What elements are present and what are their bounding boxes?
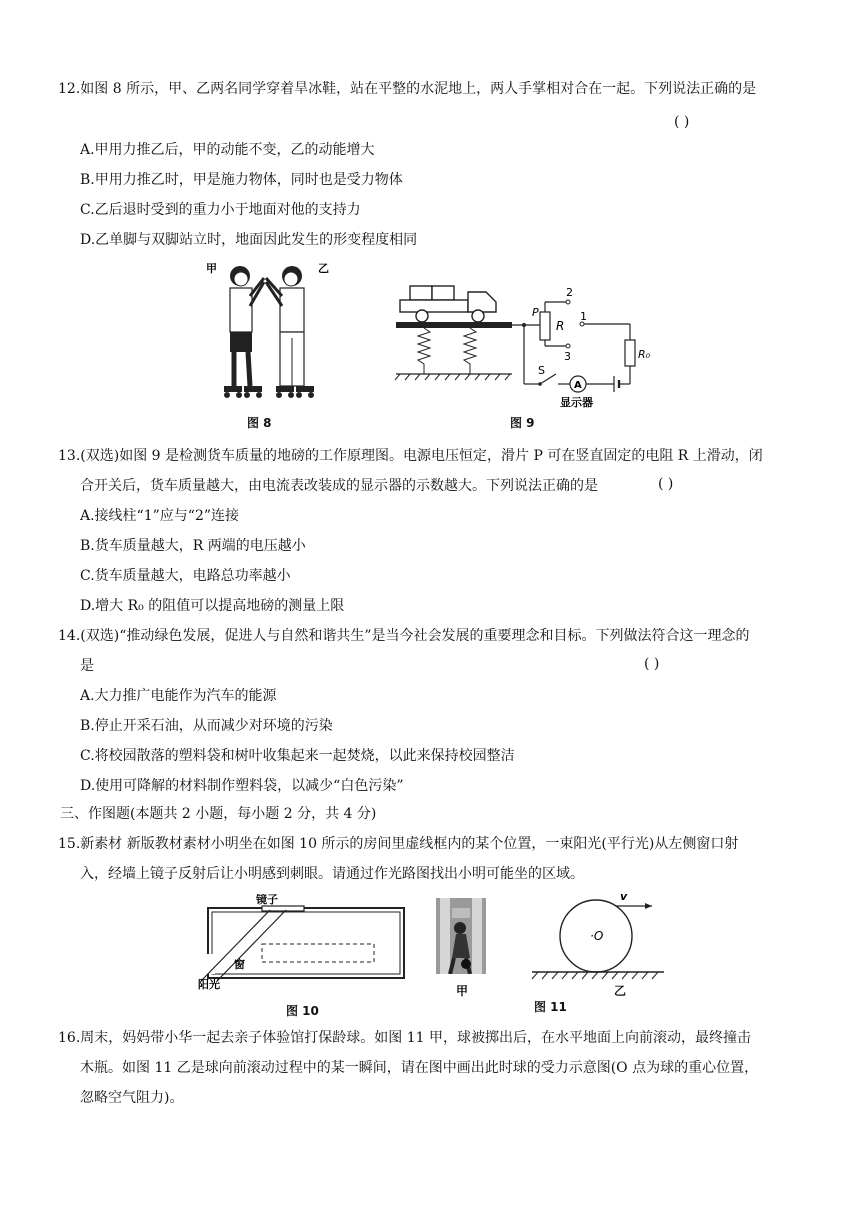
ball-diagram	[528, 886, 668, 982]
q12-option-d: D.乙单脚与双脚站立时，地面因此发生的形变程度相同	[80, 232, 418, 248]
q16-stem-line3: 忽略空气阻力)。	[80, 1090, 184, 1106]
figure-9	[392, 280, 672, 416]
q14-stem-line2: 是	[80, 658, 94, 674]
figure-8-caption: 图 8	[247, 416, 272, 430]
fig11-label-v: v	[620, 890, 628, 903]
q13-option-a: A.接线柱“1”应与“2”连接	[80, 508, 240, 524]
fig11-label-o: ·O	[590, 929, 604, 943]
figure-10	[196, 894, 410, 1004]
figure-9-caption: 图 9	[510, 416, 535, 430]
q14-option-a: A.大力推广电能作为汽车的能源	[80, 688, 277, 704]
figure-11-ball	[528, 886, 668, 986]
q14-option-d: D.使用可降解的材料制作塑料袋，以减少“白色污染”	[80, 778, 404, 794]
fig9-label-display: 显示器	[560, 396, 593, 409]
q13-stem-line1: 13.(双选)如图 9 是检测货车质量的地磅的工作原理图。电源电压恒定，滑片 P 可在竖直固定的电阻 R 上滑动，闭	[58, 448, 763, 464]
q12-option-c: C.乙后退时受到的重力小于地面对他的支持力	[80, 202, 361, 218]
figure-11-caption: 图 11	[534, 1000, 567, 1014]
q16-stem-line2: 木瓶。如图 11 乙是球向前滚动过程中的某一瞬间，请在图中画出此时球的受力示意图(O 点为球的重心位置，	[80, 1060, 759, 1076]
figure-11-label-yi: 乙	[614, 984, 627, 998]
fig9-label-r0: R₀	[638, 348, 651, 361]
q16-stem-line1: 16.周末，妈妈带小华一起去亲子体验馆打保龄球。如图 11 甲，球被掷出后，在水平地面上向前滚动，最终撞击	[58, 1030, 751, 1046]
q12-option-a: A.甲用力推乙后，甲的动能不变，乙的动能增大	[80, 142, 375, 158]
q13-option-b: B.货车质量越大，R 两端的电压越小	[80, 538, 306, 554]
q13-stem-line2: 合开关后，货车质量越大，由电流表改装成的显示器的示数越大。下列说法正确的是	[80, 478, 598, 494]
fig10-label-mirror: 镜子	[256, 894, 278, 906]
fig9-label-r: R	[556, 319, 565, 333]
q13-option-d: D.增大 R₀ 的阻值可以提高地磅的测量上限	[80, 598, 345, 614]
q12-option-b: B.甲用力推乙时，甲是施力物体，同时也是受力物体	[80, 172, 403, 188]
fig10-label-window: 窗	[234, 958, 245, 971]
q14-answer-paren: ( )	[644, 656, 660, 672]
q15-stem-line1: 15.新素材 新版教材素材小明坐在如图 10 所示的房间里虚线框内的某个位置，一束阳光(平行光)从左侧窗口射	[58, 836, 739, 852]
fig9-label-1: 1	[580, 310, 587, 323]
q12-answer-paren: ( )	[674, 114, 690, 130]
figure-9-circuit	[392, 280, 672, 412]
figure-10-room	[196, 894, 410, 1000]
q14-stem-line1: 14.(双选)“推动绿色发展，促进人与自然和谐共生”是当今社会发展的重要理念和目标。下列做法符合这一理念的	[58, 628, 750, 644]
q13-option-c: C.货车质量越大，电路总功率越小	[80, 568, 291, 584]
fig9-label-2: 2	[566, 286, 573, 299]
fig9-label-3: 3	[564, 350, 571, 363]
fig9-label-s: S	[538, 364, 545, 377]
figure-8-drawing	[200, 258, 330, 408]
fig8-label-jia: 甲	[206, 262, 217, 275]
fig10-label-sunlight: 阳光	[198, 978, 220, 991]
figure-11-photo	[436, 898, 486, 978]
q14-option-c: C.将校园散落的塑料袋和树叶收集起来一起焚烧，以此来保持校园整洁	[80, 748, 515, 764]
fig9-label-p: P	[532, 306, 539, 319]
figure-8	[200, 258, 330, 412]
q13-answer-paren: ( )	[658, 476, 674, 492]
figure-11-label-jia: 甲	[456, 984, 469, 998]
bowling-photo	[436, 898, 486, 974]
q14-option-b: B.停止开采石油，从而减少对环境的污染	[80, 718, 333, 734]
figure-10-caption: 图 10	[286, 1004, 319, 1018]
fig9-label-ammeter: A	[574, 380, 582, 391]
q12-stem: 12.如图 8 所示，甲、乙两名同学穿着旱冰鞋，站在平整的水泥地上，两人手掌相对合在一起。下列说法正确的是	[58, 81, 757, 97]
q15-stem-line2: 入，经墙上镜子反射后让小明感到刺眼。请通过作光路图找出小明可能坐的区域。	[80, 866, 584, 882]
section-3-title: 三、作图题(本题共 2 小题，每小题 2 分，共 4 分)	[60, 806, 377, 822]
fig8-label-yi: 乙	[318, 262, 329, 275]
